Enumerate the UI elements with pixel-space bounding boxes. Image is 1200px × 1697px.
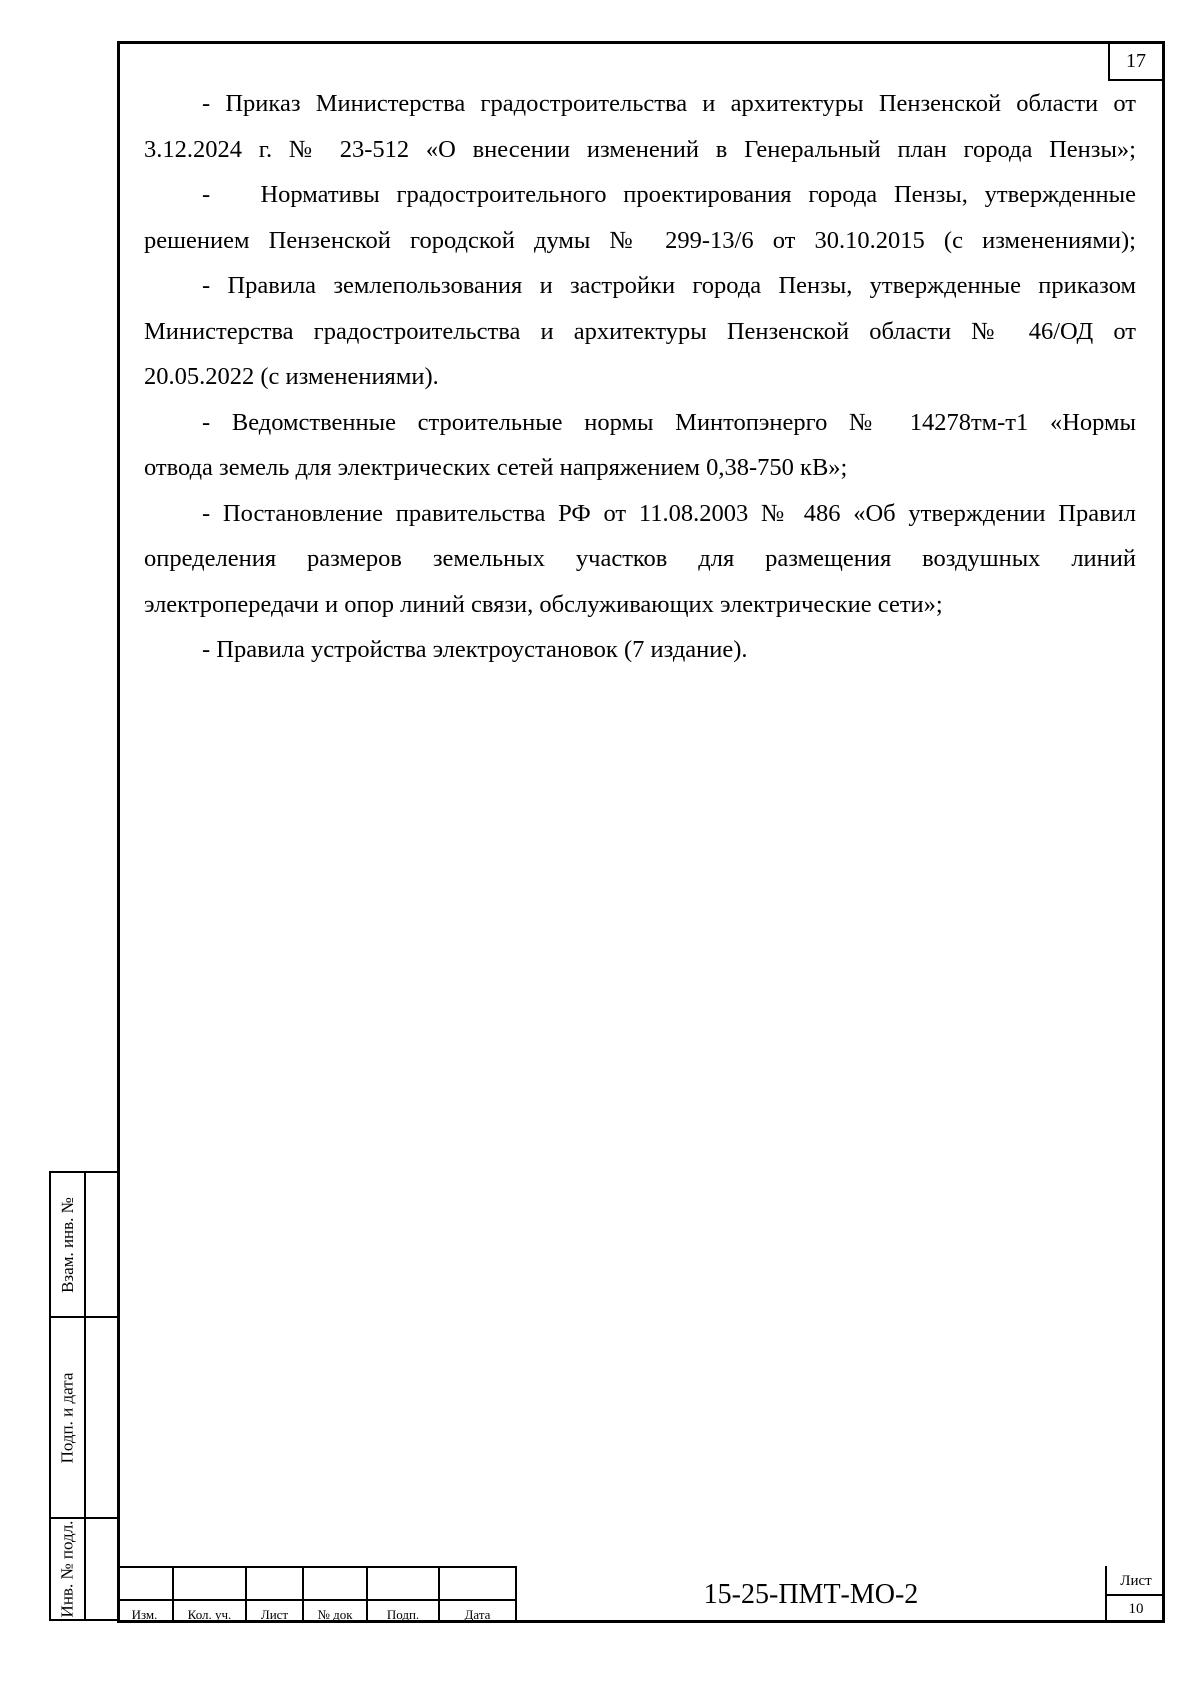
text-line: решением Пензенской городской думы № 299-13/6 от 30.10.2015 (с изменениями);: [144, 226, 1136, 254]
text-line: Министерства градостроительства и архитектуры Пензенской области № 46/ОД от: [144, 317, 1136, 345]
text-line: - Ведомственные строительные нормы Минтопэнерго № 14278тм-т1 «Нормы: [202, 408, 1136, 436]
stamp-col-doc-number: № док: [317, 1607, 353, 1622]
text-line: 20.05.2022 (с изменениями).: [144, 363, 439, 390]
side-label-replacement: Взам. инв. №: [57, 1196, 77, 1293]
stamp-col-sheet: Лист: [260, 1607, 289, 1622]
stamp-col-change: Изм.: [131, 1607, 158, 1622]
side-label-signature-date: Подп. и дата: [57, 1372, 77, 1463]
stamp-col-date: Дата: [464, 1607, 491, 1622]
text-line: определения размеров земельных участков для размещения воздушных линий: [144, 545, 1136, 572]
text-line: отвода земель для электрических сетей напряжением 0,38-750 кВ»;: [144, 454, 848, 481]
page-number: 17: [1108, 44, 1162, 81]
title-block: [117, 1568, 1165, 1623]
stamp-col-signature: Подп.: [386, 1607, 420, 1622]
document-code: 15-25-ПМТ-МО-2: [703, 1578, 919, 1610]
margin-approval-strip: [49, 1171, 117, 1621]
stamp-col-quantity: Кол. уч.: [187, 1607, 232, 1622]
text-line: - Нормативы градостроительного проектирования города Пензы, утвержденные: [202, 181, 1136, 208]
text-line: - Постановление правительства РФ от 11.08.2003 № 486 «Об утверждении Правил: [202, 499, 1136, 527]
text-line: - Приказ Министерства градостроительства и архитектуры Пензенской области от: [202, 90, 1136, 117]
document-body: [144, 81, 1136, 673]
text-line: - Правила устройства электроустановок (7 издание).: [202, 636, 748, 663]
text-line: электропередачи и опор линий связи, обслуживающих электрические сети»;: [144, 590, 943, 618]
side-label-inventory: Инв. № подл.: [57, 1520, 77, 1618]
text-line: - Правила землепользования и застройки города Пензы, утвержденные приказом: [202, 272, 1136, 299]
text-line: 3.12.2024 г. № 23-512 «О внесении изменений в Генеральный план города Пензы»;: [144, 135, 1136, 163]
sheet-label: Лист: [1120, 1572, 1152, 1589]
sheet-number: 10: [1128, 1601, 1144, 1617]
